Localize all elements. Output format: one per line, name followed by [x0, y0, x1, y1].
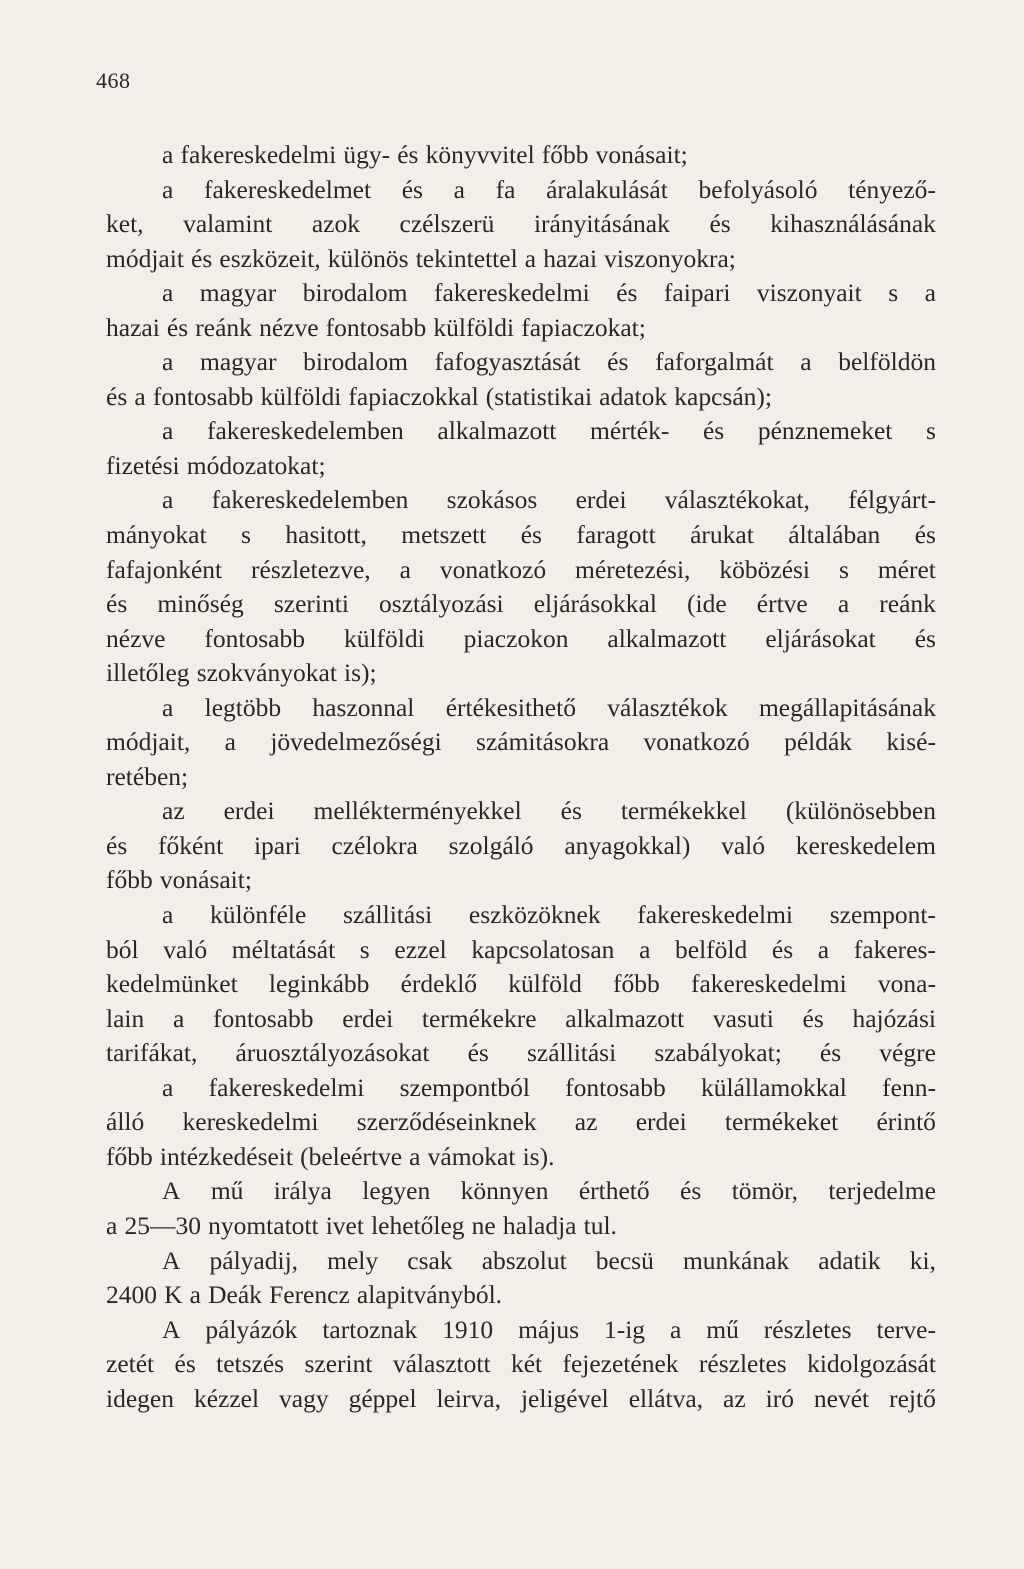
- page-number: 468: [96, 68, 131, 93]
- text-line: lain a fontosabb erdei termékekre alkalmazott vasuti és hajózási: [106, 1003, 936, 1033]
- text-line: főbb vonásait;: [106, 865, 252, 895]
- text-line: kedelmünket leginkább érdeklő külföld főbb fakereskedelmi vona-: [106, 969, 936, 999]
- text-line: tarifákat, áruosztályozásokat és szállitási szabályokat; és végre: [106, 1038, 936, 1068]
- text-line: a fakereskedelmet és a fa áralakulását befolyásoló tényező-: [162, 174, 936, 204]
- text-line: és minőség szerinti osztályozási eljárásokkal (ide értve a reánk: [106, 589, 936, 619]
- text-line: fizetési módozatokat;: [106, 450, 326, 480]
- text-line: a fakereskedelemben szokásos erdei választékokat, félgyárt-: [162, 485, 936, 515]
- text-line: a különféle szállitási eszközöknek fakereskedelmi szempont-: [162, 900, 936, 930]
- text-line: a fakereskedelmi ügy- és könyvvitel főbb vonásait;: [162, 140, 688, 169]
- text-line: hazai és reánk nézve fontosabb külföldi fapiaczokat;: [106, 312, 646, 342]
- text-line: A pályázók tartoznak 1910 május 1-ig a mű részletes terve-: [162, 1314, 936, 1344]
- text-line: módjait, a jövedelmezőségi számitásokra vonatkozó példák kisé-: [106, 727, 936, 757]
- text-line: zetét és tetszés szerint választott két fejezetének részletes kidolgozását: [106, 1349, 936, 1379]
- text-line: a magyar birodalom fafogyasztását és faforgalmát a belföldön: [162, 347, 936, 377]
- text-line: 2400 K a Deák Ferencz alapitványból.: [106, 1280, 503, 1310]
- text-line: a magyar birodalom fakereskedelmi és faipari viszonyait s a: [162, 278, 936, 308]
- text-line: a 25—30 nyomtatott ivet lehetőleg ne haladja tul.: [106, 1210, 617, 1240]
- text-line: ból való méltatását s ezzel kapcsolatosan a belföld és a fakeres-: [106, 934, 936, 964]
- text-line: A mű irálya legyen könnyen érthető és tömör, terjedelme: [162, 1176, 936, 1206]
- text-line: illetőleg szokványokat is);: [106, 658, 377, 688]
- text-line: és főként ipari czélokra szolgáló anyagokkal) való kereskedelem: [106, 830, 936, 860]
- text-line: az erdei mellékterményekkel és termékekkel (különösebben: [162, 796, 936, 826]
- text-line: a legtöbb haszonnal értékesithető választékok megállapitásának: [162, 692, 936, 722]
- text-line: a fakereskedelemben alkalmazott mérték- és pénznemeket s: [162, 416, 936, 446]
- text-line: retében;: [106, 761, 189, 791]
- text-line: ket, valamint azok czélszerü irányitásának és kihasználásának: [106, 209, 936, 239]
- text-line: nézve fontosabb külföldi piaczokon alkalmazott eljárásokat és: [106, 623, 936, 653]
- text-line: mányokat s hasitott, metszett és faragott árukat általában és: [106, 520, 936, 550]
- text-line: főbb intézkedéseit (beleértve a vámokat is).: [106, 1141, 555, 1171]
- text-line: idegen kézzel vagy géppel leirva, jeligével ellátva, az iró nevét rejtő: [106, 1383, 936, 1413]
- text-line: álló kereskedelmi szerződéseinknek az erdei termékeket érintő: [106, 1107, 936, 1137]
- text-line: fafajonként részletezve, a vonatkozó méretezési, köbözési s méret: [106, 554, 936, 584]
- body-text: [106, 138, 936, 1416]
- text-line: A pályadij, mely csak abszolut becsü munkának adatik ki,: [162, 1245, 936, 1275]
- text-line: és a fontosabb külföldi fapiaczokkal (statistikai adatok kapcsán);: [106, 381, 772, 411]
- text-line: a fakereskedelmi szempontból fontosabb külállamokkal fenn-: [162, 1072, 936, 1102]
- text-line: módjait és eszközeit, különös tekintettel a hazai viszonyokra;: [106, 243, 736, 273]
